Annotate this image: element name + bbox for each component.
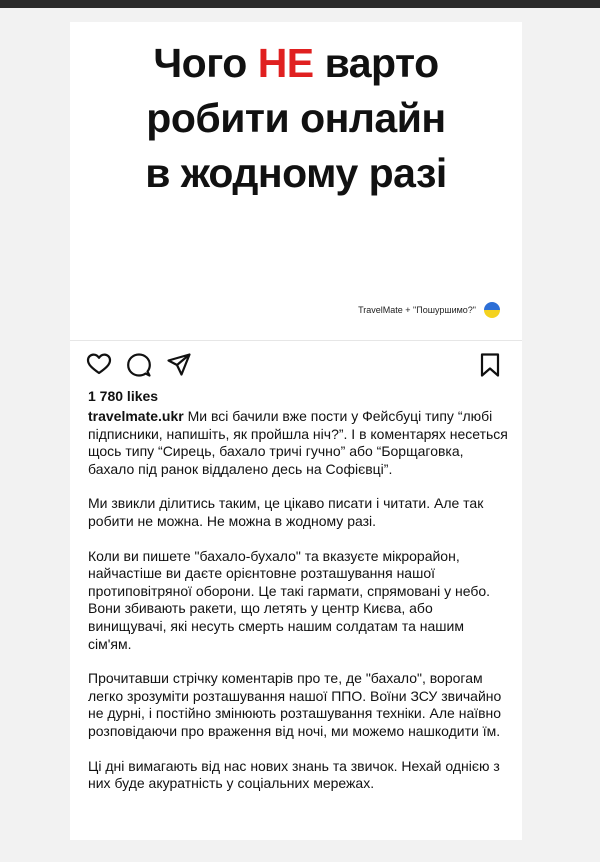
caption-text: Ми всі бачили вже пости у Фейсбуці типу “любі підписники, напишіть, як пройшла ніч?”. І в коментарях несеться щось типу “Сирець, бахало тричі гучно” або “Борщаговка, бахало під ранок віддалено десь на Софієвці”. [88, 408, 508, 477]
top-bar [0, 0, 600, 8]
post-image-title [70, 36, 522, 201]
caption-username[interactable]: travelmate.ukr [88, 408, 184, 424]
instagram-post [70, 22, 522, 840]
title-highlight: НЕ [257, 40, 314, 86]
action-bar [86, 352, 506, 380]
title-word: варто [324, 40, 439, 86]
likes-count[interactable]: 1 780 likes [88, 388, 159, 404]
caption-paragraph: Ми звикли ділитись таким, це цікаво писати і читати. Але так робити не можна. Не можна в жодному разі. [88, 495, 484, 529]
post-caption [88, 408, 508, 810]
ukraine-flag-icon [484, 302, 500, 318]
brand-text: TravelMate + "Пошуршимо?" [358, 305, 476, 315]
title-line-2: робити онлайн [146, 95, 446, 141]
caption-paragraph: Прочитавши стрічку коментарів про те, де "бахало", ворогам легко зрозуміти розташування нашої ППО. Воїни ЗСУ звичайно не дурні, і постійно змінюють розташування техніки. Але наївно розповідаючи про враження від ночі, ми можемо нашкодити їм. [88, 670, 502, 739]
caption-paragraph: Коли ви пишете "бахало-бухало" та вказуєте мікрорайон, найчастіше ви даєте орієнтовне розташування нашої протиповітряної оборони. Це такі гармати, спрямовані у небо. Вони збивають ракети, що летять у центр Києва, або винищувачі, які несуть смерть нашим солдатам та нашим сім'ям. [88, 547, 491, 652]
image-divider [70, 340, 522, 341]
caption-paragraph: Ці дні вимагають від нас нових знань та звичок. Нехай однією з них буде акуратність у соціальних мережах. [88, 757, 500, 792]
caption-paragraph [88, 408, 508, 478]
bookmark-icon[interactable] [478, 352, 502, 383]
share-icon[interactable] [166, 352, 192, 383]
heart-icon[interactable] [86, 352, 112, 381]
comment-icon[interactable] [126, 352, 152, 383]
title-line-1 [70, 36, 522, 91]
title-word: Чого [153, 40, 247, 86]
brand-signature [358, 302, 500, 318]
title-line-3: в жодному разі [145, 150, 447, 196]
